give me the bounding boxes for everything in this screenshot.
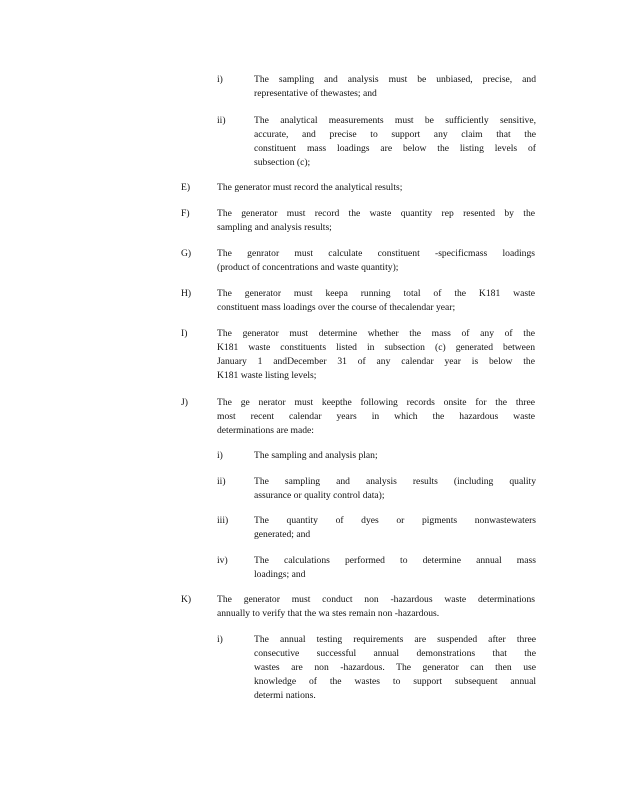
item-label: I) <box>181 328 188 339</box>
item-text: The analytical measurements must be sufficiently sensitive, accurate, and precise to support any claim that the constituent mass loadings are below the listing levels of subsection (c); <box>254 115 536 168</box>
item-label: i) <box>217 634 223 645</box>
item-label: ii) <box>217 476 226 487</box>
item-text: The sampling and analysis plan; <box>254 450 378 461</box>
item-text: The calculations performed to determine annual mass loadings; and <box>254 555 536 580</box>
item-label: F) <box>181 208 190 219</box>
item-text: The generator must record the analytical results; <box>217 182 403 193</box>
item-text: The generator must determine whether the mass of any of the K181 waste constituents listed in subsection (c) generated between January 1 andDecember 31 of any calendar year is below the K181 waste listing levels; <box>217 328 535 381</box>
item-text: The generator must keepa running total of the K181 waste constituent mass loadings over the course of thecalendar year; <box>217 288 535 313</box>
item-text: The genrator must calculate constituent -specificmass loadings (product of concentrations and waste quantity); <box>217 248 535 273</box>
item-label: H) <box>181 288 192 299</box>
item-label: i) <box>217 74 223 85</box>
item-label: K) <box>181 594 192 605</box>
item-text: The generator must conduct non -hazardous waste determinations annually to verify that the wa stes remain non -hazardous. <box>217 594 535 619</box>
item-text: The ge nerator must keepthe following records onsite for the three most recent calendar years in which the hazardous waste determinations are made: <box>217 397 535 436</box>
item-label: i) <box>217 450 223 461</box>
item-label: G) <box>181 248 192 259</box>
item-text: The sampling and analysis results (including quality assurance or quality control data); <box>254 476 536 501</box>
item-text: The sampling and analysis must be unbiased, precise, and representative of thewastes; and <box>254 74 536 99</box>
item-text: The quantity of dyes or pigments nonwastewaters generated; and <box>254 515 536 540</box>
item-text: The annual testing requirements are suspended after three consecutive successful annual demonstrations that the wastes are non -hazardous. The generator can then use knowledge of the wastes to support subsequent annual determi nations. <box>254 634 536 701</box>
item-label: ii) <box>217 115 226 126</box>
item-label: J) <box>181 397 188 408</box>
item-label: iv) <box>217 555 228 566</box>
item-label: iii) <box>217 515 229 526</box>
item-label: E) <box>181 182 191 193</box>
item-text: The generator must record the waste quantity rep resented by the sampling and analysis results; <box>217 208 535 233</box>
